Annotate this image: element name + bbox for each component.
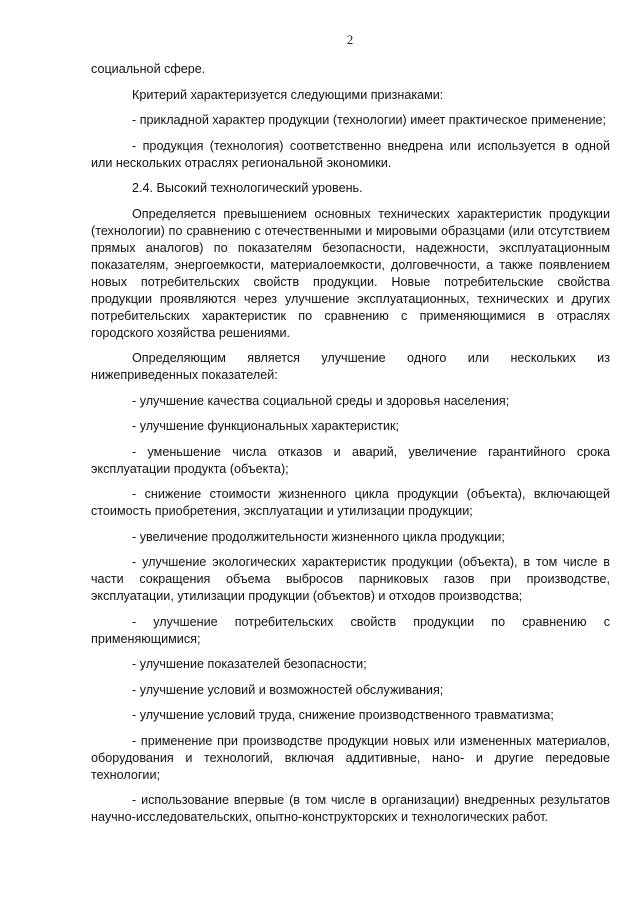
paragraph: - улучшение потребительских свойств продукции по сравнению с применяющимися; xyxy=(91,614,610,646)
page-number: 2 xyxy=(346,32,354,47)
paragraph: - увеличение продолжительности жизненного цикла продукции; xyxy=(132,529,505,544)
paragraph: - улучшение экологических характеристик продукции (объекта), в том числе в части сокращения объема выбросов парниковых газов при производстве, эксплуатации, утилизации продукции (объектов) и отходов производства; xyxy=(91,555,610,603)
paragraph: - уменьшение числа отказов и аварий, увеличение гарантийного срока эксплуатации продукта (объекта); xyxy=(91,444,610,476)
paragraph: - применение при производстве продукции новых или измененных материалов, оборудования и технологий, включая аддитивные, нано- и другие передовые технологии; xyxy=(91,733,610,782)
paragraph: 2.4. Высокий технологический уровень. xyxy=(132,181,363,195)
paragraph: - снижение стоимости жизненного цикла продукции (объекта), включающей стоимость приобретения, эксплуатации и утилизации продукции; xyxy=(91,487,610,518)
paragraph: социальной сфере. xyxy=(91,62,206,76)
paragraph: - улучшение качества социальной среды и здоровья населения; xyxy=(132,393,510,408)
paragraph: - прикладной характер продукции (технологии) имеет практическое применение; xyxy=(132,113,607,127)
paragraph: Определяющим является улучшение одного или нескольких из нижеприведенных показателей: xyxy=(91,351,610,382)
paragraph: - улучшение условий труда, снижение производственного травматизма; xyxy=(132,708,554,722)
paragraph: - улучшение условий и возможностей обслуживания; xyxy=(132,682,444,697)
paragraph: Определяется превышением основных технических характеристик продукции (технологии) по сравнению с отечественными и мировыми образцами (или отсутствием прямых аналогов) по показателям безопасности, надежности, эксплуатационным показателям, энергоемкости, материалоемкости, долговечности, а также появлением новых потребительских свойств продукции. Новые потребительские свойства продукции проявляются через улучшение эксплуатационных, технических и других потребительских характеристик по сравнению с применяющимися в отраслях городского хозяйства решениями. xyxy=(91,206,610,340)
paragraph: - использование впервые (в том числе в организации) внедренных результатов научно-исследовательских, опытно-конструкторских и технологических работ. xyxy=(91,793,610,824)
paragraph: - продукция (технология) соответственно внедрена или используется в одной или нескольких отраслях региональной экономики. xyxy=(91,138,610,170)
paragraph: - улучшение функциональных характеристик; xyxy=(132,419,400,433)
paragraph: - улучшение показателей безопасности; xyxy=(132,657,367,671)
paragraph: Критерий характеризуется следующими признаками: xyxy=(132,87,444,102)
document-body xyxy=(91,61,610,835)
